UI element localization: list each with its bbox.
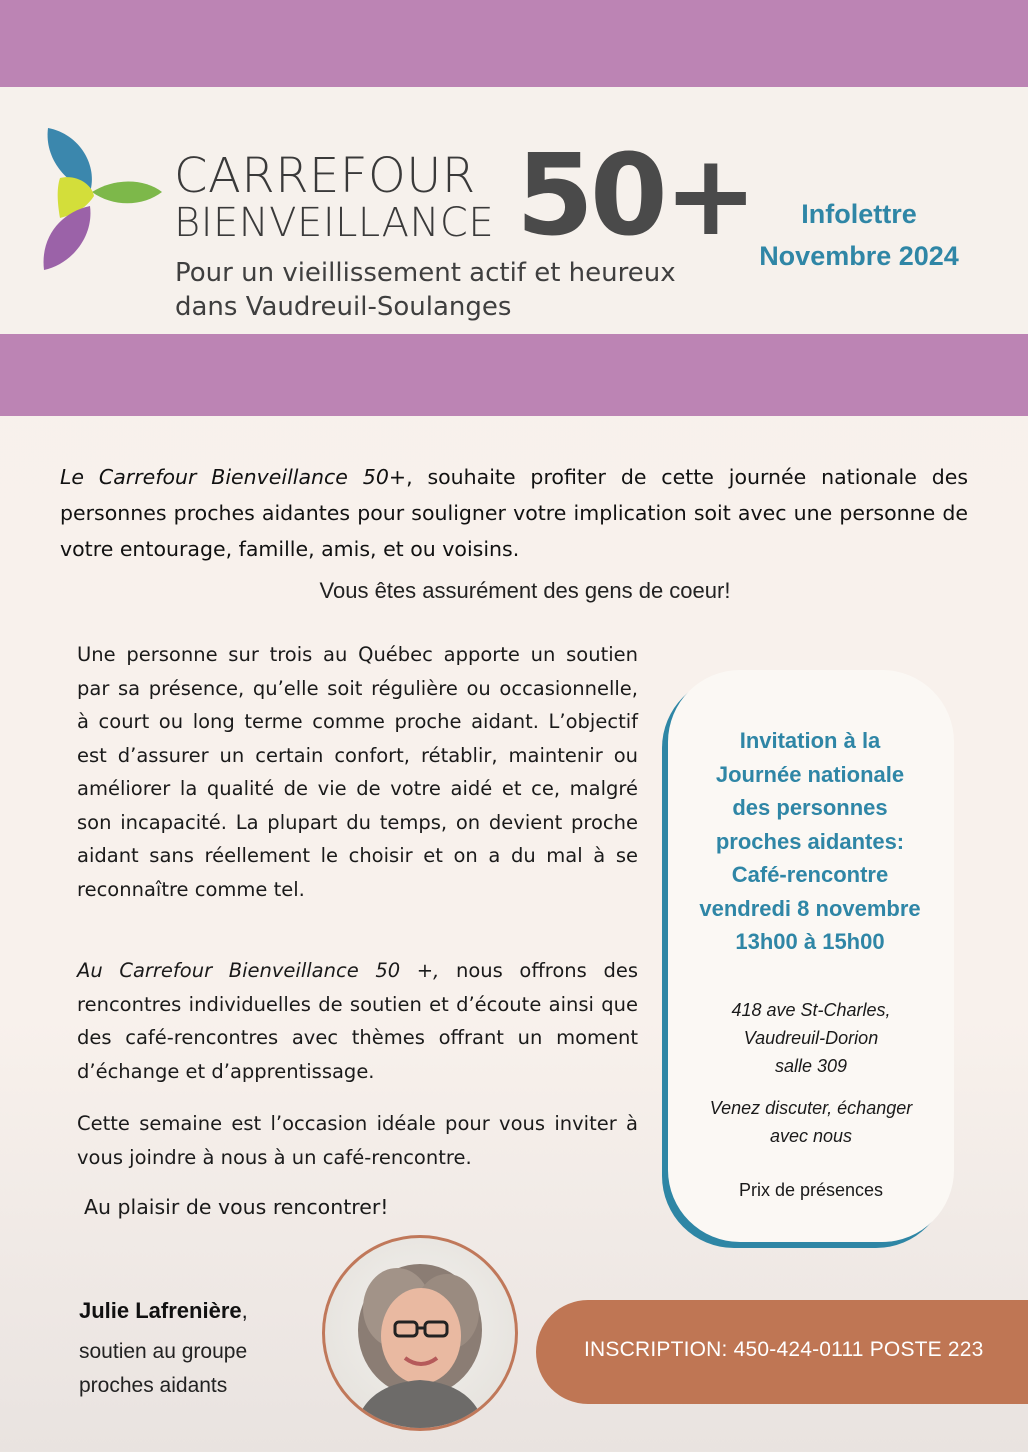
chat-line: avec nous <box>769 1126 853 1146</box>
invitation-title-line: Café-rencontre <box>731 862 889 887</box>
body-paragraph-2-text: nous offrons des rencontres individuelles de soutien et d’écoute ainsi que des café-rencontres avec thèmes offrant un moment d’échange et d’apprentissage. <box>77 959 638 1083</box>
signature-role-line: soutien au groupe <box>79 1340 248 1363</box>
signature-role <box>79 1335 247 1403</box>
invitation-title-line: Journée nationale <box>715 761 905 787</box>
heart-line: Vous êtes assurément des gens de coeur! <box>319 578 731 603</box>
intro-org-name: Le Carrefour Bienveillance 50+ <box>60 465 407 489</box>
body-paragraph-3: Cette semaine est l’occasion idéale pour vous inviter à vous joindre à nous à un café-rencontre. <box>77 1112 638 1169</box>
top-band <box>0 0 1028 87</box>
leaf-logo-icon <box>40 126 170 276</box>
body-paragraph-1: Une personne sur trois au Québec apporte un soutien par sa présence, qu’elle soit régulière ou occasionnelle, à court ou long terme comme proche aidant. L’objectif est d’assurer un certain confort, rétablir, maintenir ou améliorer la qualité de vie de votre aidé et ce, malgré son incapacité. La plupart du temps, on devient proche aidant sans réellement le choisir et on a du mal à se reconnaître comme tel. <box>77 643 638 901</box>
avatar <box>322 1235 518 1431</box>
event-invitation-note <box>680 1094 942 1150</box>
signature-name-text: Julie Lafrenière <box>79 1298 242 1323</box>
signature-role-line: proches aidants <box>79 1374 228 1397</box>
body-paragraph-2 <box>77 954 638 1088</box>
invitation-title-line: Invitation à la <box>739 728 881 753</box>
intro-paragraph <box>60 459 968 567</box>
brand-number: 50+ <box>516 131 754 261</box>
invitation-title-line: des personnes <box>732 795 888 820</box>
signature-name <box>79 1298 248 1324</box>
prizes-note: Prix de présences <box>738 1180 884 1200</box>
middle-band <box>0 334 1028 416</box>
tagline-line1: Pour un vieillissement actif et heureux <box>175 258 676 288</box>
portrait-icon <box>325 1238 515 1428</box>
issue-date: Novembre 2024 <box>759 241 959 271</box>
signature-comma: , <box>241 1298 248 1323</box>
address-line: Vaudreuil-Dorion <box>743 1028 879 1048</box>
invitation-title-line: 13h00 à 15h00 <box>735 929 885 954</box>
closing-line: Au plaisir de vous rencontrer! <box>84 1195 389 1219</box>
invitation-title <box>678 724 942 959</box>
brand-name-line1: CARREFOUR <box>174 148 476 204</box>
chat-line: Venez discuter, échanger <box>709 1098 913 1118</box>
issue-label: Infolettre <box>801 199 917 229</box>
intro-text: , souhaite profiter de cette journée nationale des personnes proches aidantes pour souligner votre implication soit avec une personne de votre entourage, famille, amis, et ou voisins. <box>60 465 968 561</box>
event-address <box>680 996 942 1080</box>
address-line: salle 309 <box>774 1056 848 1076</box>
brand-name-line2: BIENVEILLANCE <box>174 200 495 246</box>
invitation-title-line: proches aidantes: <box>715 828 905 854</box>
body-org-name: Au Carrefour Bienveillance 50 +, <box>77 959 440 982</box>
registration-phone: INSCRIPTION: 450-424-0111 POSTE 223 <box>584 1338 984 1361</box>
invitation-title-line: vendredi 8 novembre <box>699 895 921 921</box>
tagline-line2: dans Vaudreuil-Soulanges <box>175 292 512 322</box>
address-line: 418 ave St-Charles, <box>731 1000 891 1020</box>
